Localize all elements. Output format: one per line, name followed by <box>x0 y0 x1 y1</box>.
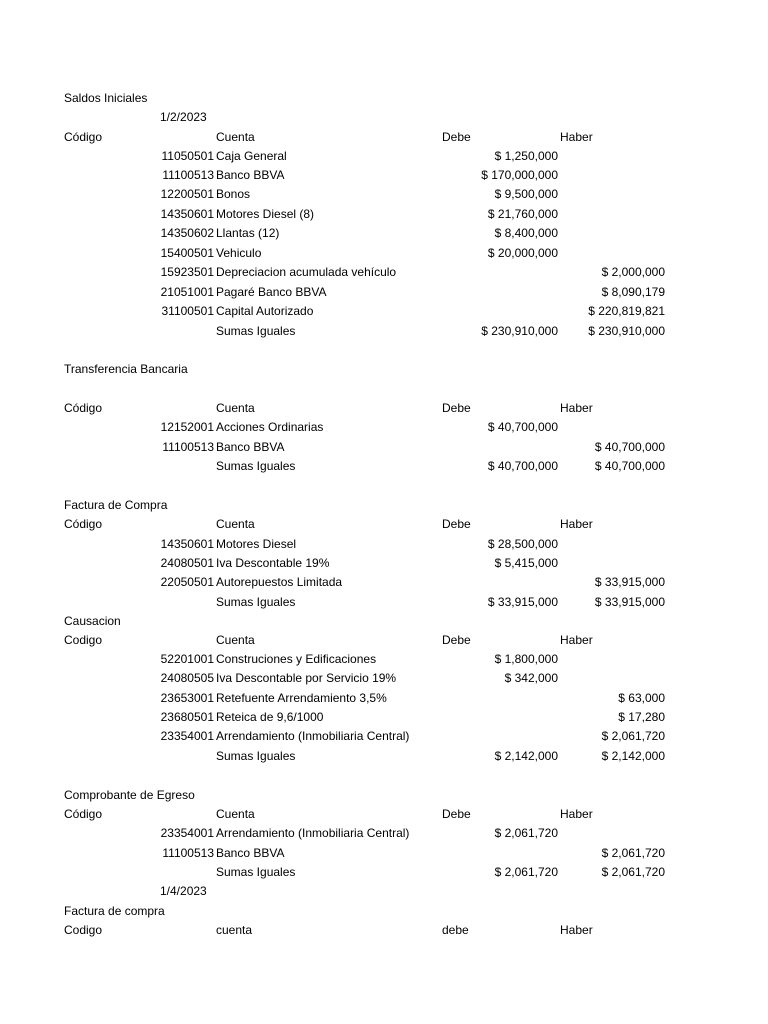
column-header-row <box>0 399 768 418</box>
account-name: Reteica de 9,6/1000 <box>216 710 324 724</box>
totals-label: Sumas Iguales <box>216 324 296 338</box>
totals-row <box>0 747 768 766</box>
debe-value: $ 342,000 <box>504 671 558 685</box>
table-row <box>0 185 768 204</box>
totals-label: Sumas Iguales <box>216 865 296 879</box>
header-debe: Debe <box>442 517 471 531</box>
table-row <box>0 224 768 243</box>
totals-row <box>0 593 768 612</box>
account-code: 24080505 <box>160 671 214 685</box>
haber-value: $ 2,061,720 <box>601 729 665 743</box>
account-code: 14350601 <box>160 537 214 551</box>
table-row <box>0 669 768 688</box>
haber-value: $ 2,000,000 <box>601 265 665 279</box>
column-header-row <box>0 805 768 824</box>
account-code: 23680501 <box>160 710 214 724</box>
account-name: Motores Diesel <box>216 537 297 551</box>
section-title-row <box>0 360 768 379</box>
section-title-row <box>0 902 768 921</box>
haber-value: $ 220,819,821 <box>588 304 665 318</box>
section-title: Factura de Compra <box>64 498 168 512</box>
section-title-row <box>0 89 768 108</box>
debe-value: $ 1,250,000 <box>494 149 558 163</box>
table-row <box>0 263 768 282</box>
totals-row <box>0 322 768 341</box>
account-code: 11050501 <box>161 149 214 163</box>
header-haber: Haber <box>560 633 593 647</box>
header-cuenta: Cuenta <box>216 633 255 647</box>
account-code: 31100501 <box>161 304 214 318</box>
haber-value: $ 2,061,720 <box>601 846 665 860</box>
account-name: Banco BBVA <box>216 846 285 860</box>
account-code: 15400501 <box>160 246 214 260</box>
header-debe: debe <box>442 923 469 937</box>
account-name: Llantas (12) <box>216 226 280 240</box>
account-code: 15923501 <box>160 265 214 279</box>
entry-date: 1/4/2023 <box>160 884 207 898</box>
column-header-row <box>0 128 768 147</box>
table-row <box>0 727 768 746</box>
account-name: Arrendamiento (Inmobiliaria Central) <box>216 826 410 840</box>
debe-value: $ 2,061,720 <box>494 826 558 840</box>
account-name: Capital Autorizado <box>216 304 314 318</box>
header-haber: Haber <box>560 923 593 937</box>
header-codigo: Código <box>64 401 103 415</box>
account-name: Construciones y Edificaciones <box>216 652 377 666</box>
header-codigo: Código <box>64 130 103 144</box>
totals-debe: $ 2,142,000 <box>494 749 558 763</box>
account-code: 23653001 <box>160 691 214 705</box>
table-row <box>0 438 768 457</box>
account-name: Retefuente Arrendamiento 3,5% <box>216 691 387 705</box>
header-codigo: Código <box>64 517 103 531</box>
haber-value: $ 63,000 <box>618 691 665 705</box>
totals-row <box>0 863 768 882</box>
column-header-row <box>0 631 768 650</box>
totals-label: Sumas Iguales <box>216 749 296 763</box>
table-row <box>0 824 768 843</box>
table-row <box>0 554 768 573</box>
debe-value: $ 170,000,000 <box>481 168 558 182</box>
header-codigo: Codigo <box>64 633 103 647</box>
account-name: Iva Descontable 19% <box>216 556 330 570</box>
haber-value: $ 33,915,000 <box>594 575 665 589</box>
account-code: 23354001 <box>160 729 214 743</box>
haber-value: $ 8,090,179 <box>601 285 665 299</box>
section-title: Saldos Iniciales <box>64 91 148 105</box>
haber-value: $ 40,700,000 <box>594 440 665 454</box>
account-code: 21051001 <box>160 285 214 299</box>
debe-value: $ 40,700,000 <box>487 420 558 434</box>
account-code: 24080501 <box>160 556 214 570</box>
table-row <box>0 205 768 224</box>
totals-haber: $ 33,915,000 <box>594 595 665 609</box>
debe-value: $ 21,760,000 <box>487 207 558 221</box>
debe-value: $ 5,415,000 <box>494 556 558 570</box>
account-name: Caja General <box>216 149 287 163</box>
header-codigo: Código <box>64 807 103 821</box>
section-title-row <box>0 786 768 805</box>
header-cuenta: cuenta <box>216 923 253 937</box>
column-header-row <box>0 921 768 940</box>
table-row <box>0 535 768 554</box>
account-name: Banco BBVA <box>216 168 285 182</box>
table-row <box>0 844 768 863</box>
table-row <box>0 708 768 727</box>
account-code: 14350601 <box>160 207 214 221</box>
account-code: 11100513 <box>162 168 214 182</box>
account-code: 22050501 <box>160 575 214 589</box>
totals-haber: $ 2,142,000 <box>601 749 665 763</box>
section-title: Causacion <box>64 614 121 628</box>
section-title: Transferencia Bancaria <box>64 362 188 376</box>
totals-debe: $ 230,910,000 <box>481 324 558 338</box>
account-name: Motores Diesel (8) <box>216 207 315 221</box>
header-haber: Haber <box>560 130 593 144</box>
header-cuenta: Cuenta <box>216 401 255 415</box>
account-name: Iva Descontable por Servicio 19% <box>216 671 397 685</box>
header-cuenta: Cuenta <box>216 517 255 531</box>
account-code: 12152001 <box>160 420 214 434</box>
section-title: Factura de compra <box>64 904 165 918</box>
table-row <box>0 573 768 592</box>
totals-row <box>0 457 768 476</box>
header-haber: Haber <box>560 517 593 531</box>
account-name: Arrendamiento (Inmobiliaria Central) <box>216 729 410 743</box>
debe-value: $ 9,500,000 <box>494 187 558 201</box>
totals-label: Sumas Iguales <box>216 595 296 609</box>
totals-label: Sumas Iguales <box>216 459 296 473</box>
account-name: Banco BBVA <box>216 440 285 454</box>
header-debe: Debe <box>442 130 471 144</box>
column-header-row <box>0 515 768 534</box>
header-codigo: Codigo <box>64 923 103 937</box>
totals-haber: $ 40,700,000 <box>594 459 665 473</box>
account-name: Vehiculo <box>216 246 262 260</box>
table-row <box>0 244 768 263</box>
haber-value: $ 17,280 <box>618 710 665 724</box>
account-name: Bonos <box>216 187 251 201</box>
account-name: Pagaré Banco BBVA <box>216 285 327 299</box>
account-code: 23354001 <box>160 826 214 840</box>
account-code: 11100513 <box>162 440 214 454</box>
account-name: Autorepuestos Limitada <box>216 575 343 589</box>
totals-debe: $ 40,700,000 <box>487 459 558 473</box>
header-haber: Haber <box>560 401 593 415</box>
section-title-row <box>0 612 768 631</box>
header-cuenta: Cuenta <box>216 130 255 144</box>
debe-value: $ 8,400,000 <box>494 226 558 240</box>
totals-haber: $ 230,910,000 <box>588 324 665 338</box>
account-code: 14350602 <box>160 226 214 240</box>
debe-value: $ 28,500,000 <box>487 537 558 551</box>
debe-value: $ 20,000,000 <box>487 246 558 260</box>
table-row <box>0 650 768 669</box>
header-debe: Debe <box>442 633 471 647</box>
date-row <box>0 108 768 127</box>
account-name: Depreciacion acumulada vehículo <box>216 265 397 279</box>
table-row <box>0 689 768 708</box>
table-row <box>0 283 768 302</box>
account-code: 12200501 <box>160 187 214 201</box>
entry-date: 1/2/2023 <box>160 110 207 124</box>
table-row <box>0 166 768 185</box>
date-row <box>0 882 768 901</box>
header-haber: Haber <box>560 807 593 821</box>
header-debe: Debe <box>442 401 471 415</box>
header-cuenta: Cuenta <box>216 807 255 821</box>
header-debe: Debe <box>442 807 471 821</box>
totals-haber: $ 2,061,720 <box>601 865 665 879</box>
account-name: Acciones Ordinarias <box>216 420 324 434</box>
section-title: Comprobante de Egreso <box>64 788 195 802</box>
totals-debe: $ 33,915,000 <box>487 595 558 609</box>
table-row <box>0 302 768 321</box>
table-row <box>0 418 768 437</box>
account-code: 52201001 <box>160 652 214 666</box>
totals-debe: $ 2,061,720 <box>494 865 558 879</box>
debe-value: $ 1,800,000 <box>494 652 558 666</box>
account-code: 11100513 <box>162 846 214 860</box>
section-title-row <box>0 496 768 515</box>
table-row <box>0 147 768 166</box>
